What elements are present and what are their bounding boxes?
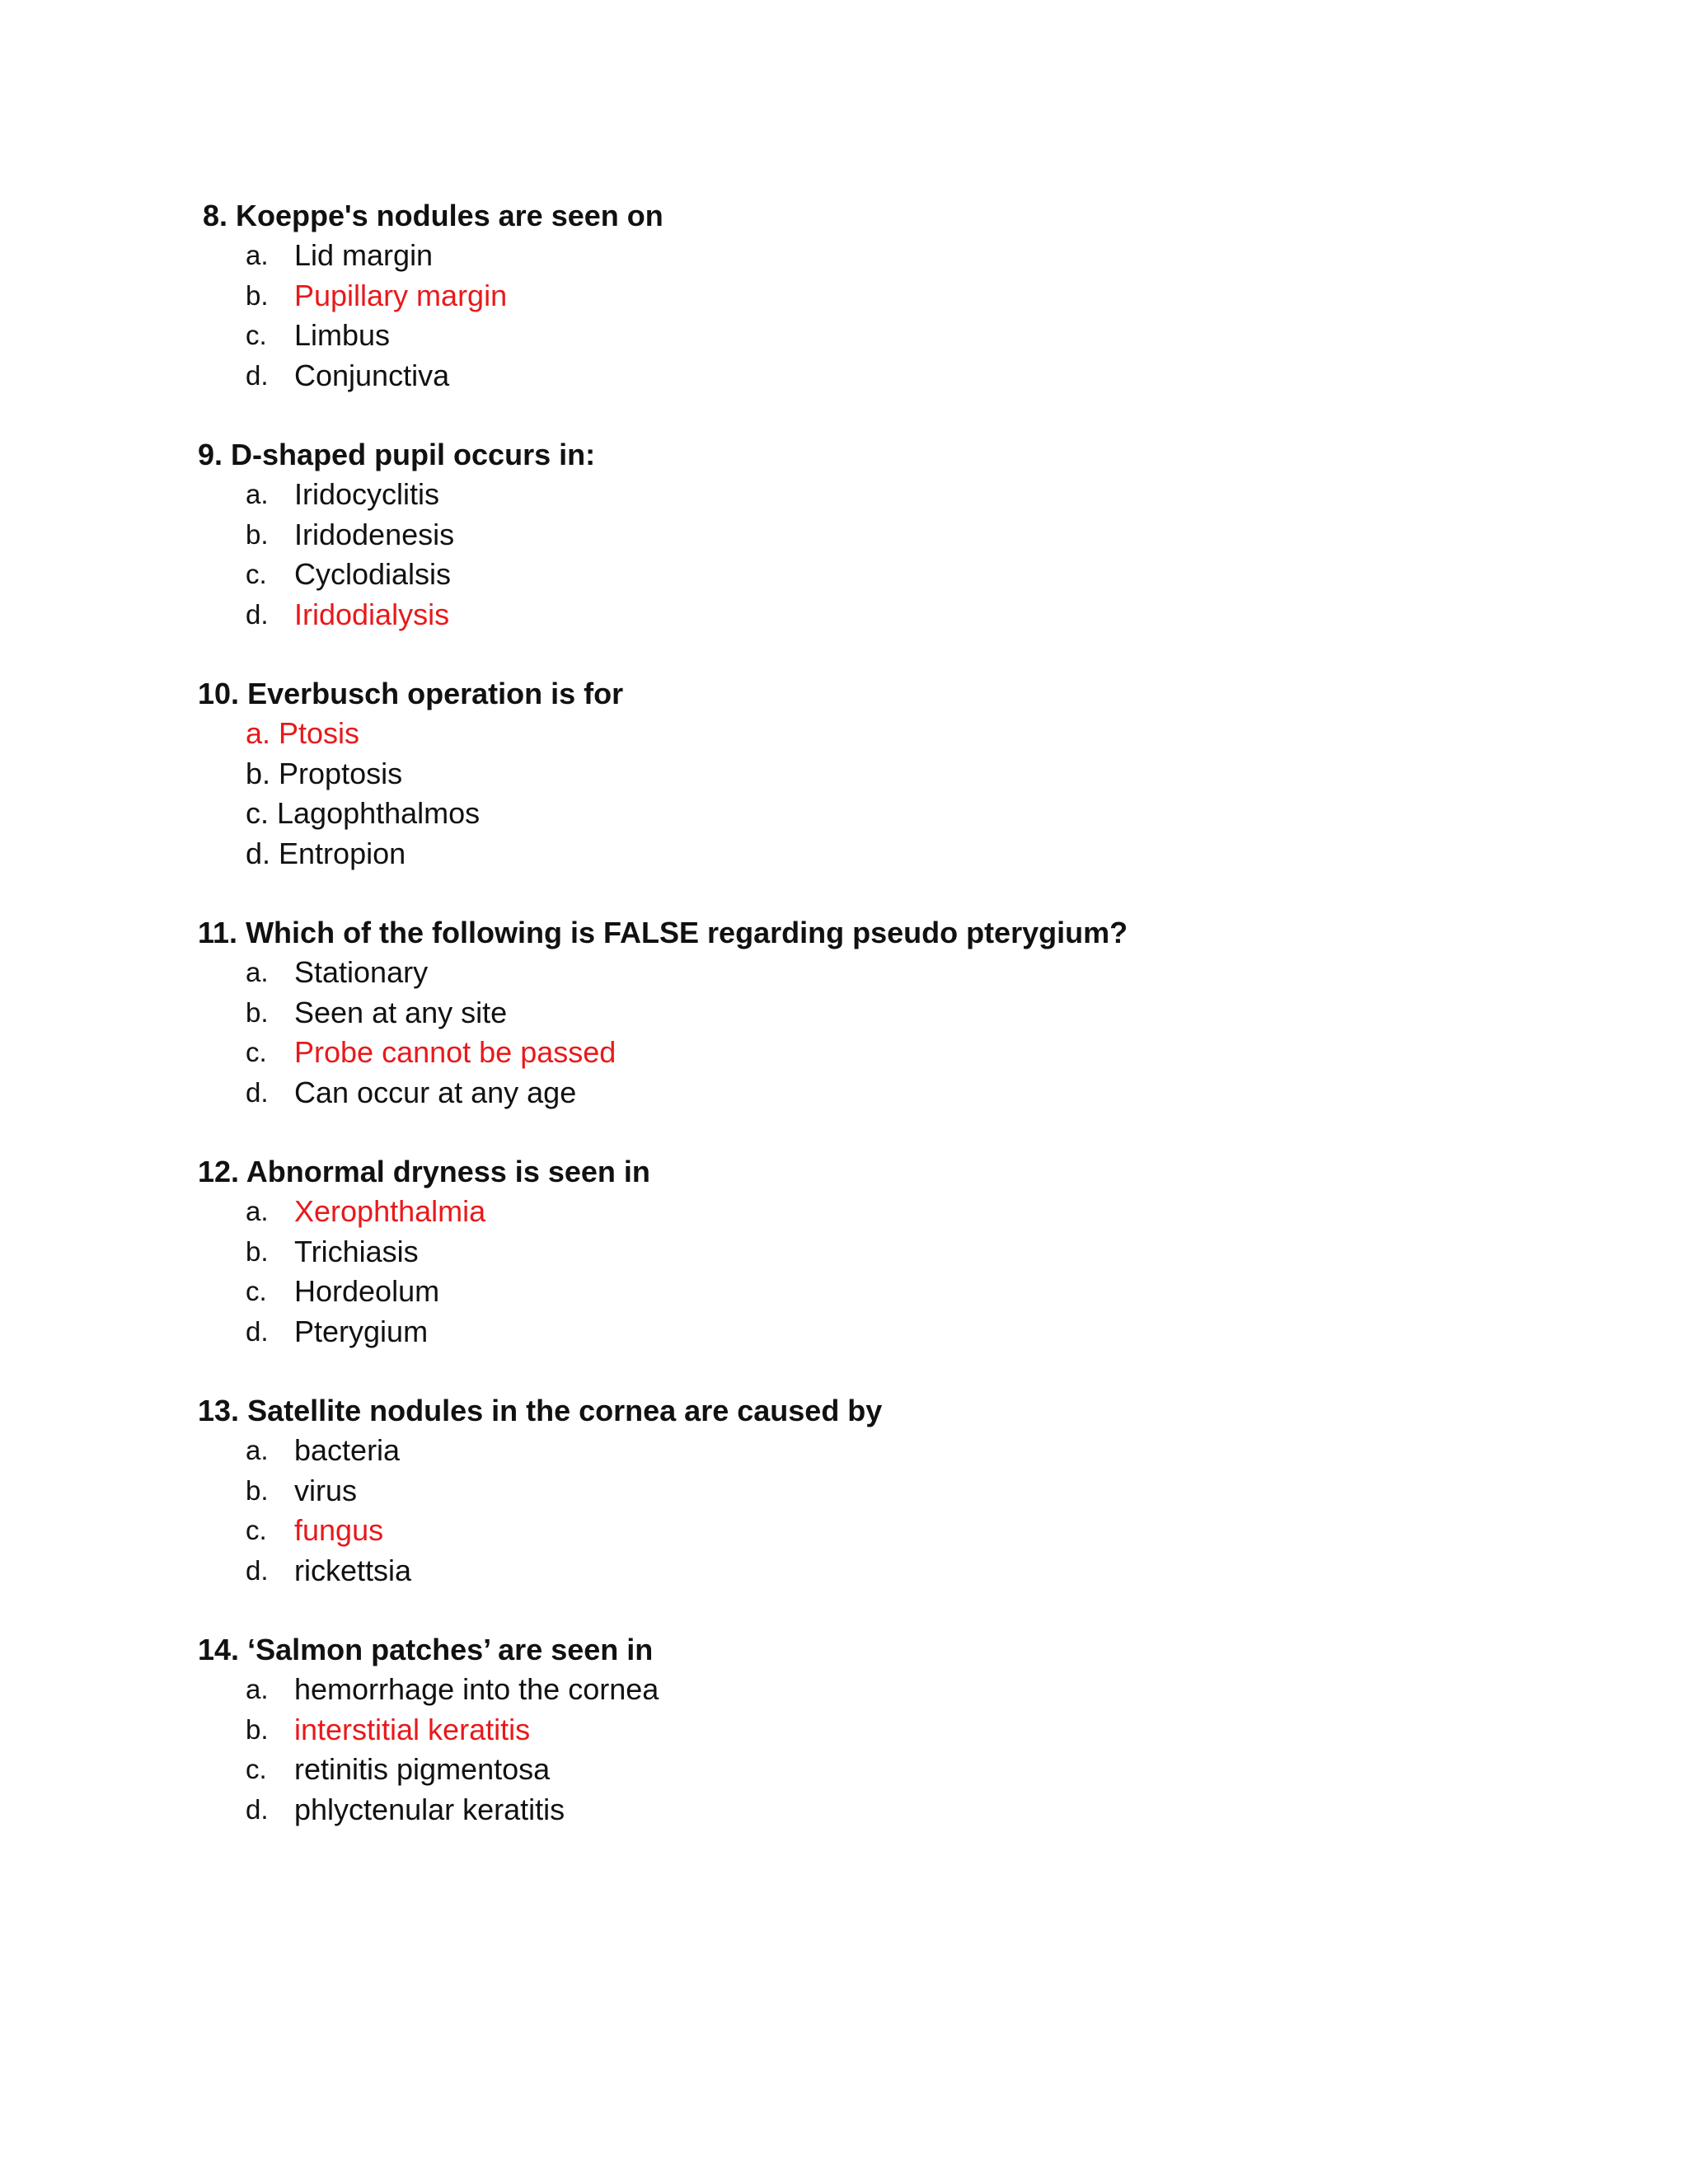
question-text: Which of the following is FALSE regarding pseudo pterygium? — [246, 916, 1128, 949]
option-a — [198, 236, 663, 276]
option-c — [198, 316, 663, 356]
question-text: Everbusch operation is for — [247, 677, 624, 710]
option-d — [198, 1312, 650, 1352]
option-a-correct — [198, 714, 623, 754]
option-a — [198, 1670, 659, 1710]
option-c — [198, 794, 623, 834]
option-list — [198, 953, 1128, 1113]
option-text: Hordeolum — [294, 1274, 440, 1308]
option-letter: d. — [246, 359, 269, 391]
option-list — [198, 475, 595, 635]
question-number: 12. — [198, 1155, 240, 1188]
question-10 — [198, 674, 623, 874]
option-text: Stationary — [294, 955, 429, 989]
question-11 — [198, 913, 1128, 1113]
question-title — [198, 1391, 882, 1431]
option-text: Limbus — [294, 318, 391, 352]
option-a — [198, 475, 595, 515]
option-c-correct — [198, 1511, 882, 1551]
option-d — [198, 1790, 653, 1830]
option-letter: a. — [246, 957, 269, 987]
option-text: Seen at any site — [294, 995, 508, 1029]
option-b-correct — [198, 1710, 653, 1750]
question-text: Abnormal dryness is seen in — [246, 1155, 650, 1188]
option-b — [198, 1471, 882, 1511]
option-letter: d. — [246, 1554, 269, 1586]
question-title — [198, 1630, 653, 1670]
question-text: Koeppe's nodules are seen on — [236, 199, 663, 232]
option-b — [198, 515, 595, 555]
question-8 — [203, 196, 663, 396]
option-letter: d. — [246, 1076, 269, 1108]
option-text: Iridodenesis — [294, 517, 455, 551]
option-text: Pupillary margin — [294, 278, 508, 312]
option-letter: d. — [246, 598, 269, 630]
option-letter: b. — [246, 996, 269, 1028]
option-letter: b. — [246, 1474, 269, 1506]
question-9 — [198, 435, 595, 635]
option-a — [198, 953, 1128, 993]
option-a-correct — [198, 1192, 650, 1232]
option-letter: a. — [246, 1674, 269, 1704]
option-text: d. Entropion — [246, 836, 406, 870]
option-a — [198, 1431, 882, 1471]
option-text: bacteria — [294, 1433, 401, 1467]
option-list — [198, 236, 663, 396]
option-letter: b. — [246, 1713, 269, 1745]
option-letter: d. — [246, 1793, 269, 1825]
option-text: c. Lagophthalmos — [246, 796, 481, 830]
option-text: hemorrhage into the cornea — [294, 1672, 659, 1706]
option-letter: b. — [246, 1235, 269, 1267]
option-d — [198, 1073, 1128, 1113]
option-text: interstitial keratitis — [294, 1712, 531, 1746]
option-d — [198, 834, 623, 874]
option-b — [198, 993, 1128, 1033]
option-text: rickettsia — [294, 1553, 412, 1587]
option-text: a. Ptosis — [246, 716, 360, 750]
question-title — [198, 913, 1128, 953]
option-c — [198, 555, 595, 595]
option-d-correct — [198, 595, 595, 635]
option-c — [198, 1750, 653, 1790]
option-text: Iridocyclitis — [294, 477, 440, 511]
question-title — [198, 435, 595, 475]
option-b — [198, 1232, 650, 1272]
question-13 — [198, 1391, 882, 1591]
option-list — [198, 1431, 882, 1591]
option-text: phlyctenular keratitis — [294, 1792, 565, 1826]
option-letter: d. — [246, 1315, 269, 1347]
option-text: Iridodialysis — [294, 597, 450, 631]
option-list — [198, 1192, 650, 1352]
option-letter: a. — [246, 1196, 269, 1226]
option-letter: c. — [246, 1037, 267, 1067]
option-d — [198, 356, 663, 396]
option-letter: c. — [246, 320, 267, 350]
option-text: Xerophthalmia — [294, 1194, 486, 1228]
option-list — [198, 1670, 659, 1830]
option-letter: c. — [246, 1515, 267, 1545]
option-text: Trichiasis — [294, 1234, 419, 1268]
option-letter: c. — [246, 1276, 267, 1306]
question-12 — [198, 1152, 650, 1352]
option-letter: b. — [246, 279, 269, 311]
question-title — [198, 1152, 650, 1192]
option-c — [198, 1272, 650, 1312]
option-text: Probe cannot be passed — [294, 1035, 617, 1069]
option-letter: b. — [246, 518, 269, 550]
option-text: Lid margin — [294, 238, 434, 272]
option-text: retinitis pigmentosa — [294, 1752, 551, 1786]
option-text: b. Proptosis — [246, 756, 403, 790]
option-c-correct — [198, 1033, 1128, 1073]
option-letter: c. — [246, 559, 267, 589]
question-number: 10. — [198, 677, 240, 710]
option-letter: a. — [246, 240, 269, 270]
question-number: 13. — [198, 1394, 240, 1427]
question-number: 9. — [198, 438, 223, 471]
question-number: 8. — [203, 199, 228, 232]
question-title — [198, 674, 623, 714]
option-text: fungus — [294, 1513, 384, 1547]
question-text: Satellite nodules in the cornea are caused by — [247, 1394, 883, 1427]
question-number: 14. — [198, 1633, 240, 1666]
option-text: Conjunctiva — [294, 358, 450, 392]
option-letter: a. — [246, 479, 269, 509]
question-14 — [198, 1630, 659, 1830]
question-text: D-shaped pupil occurs in: — [231, 438, 596, 471]
question-text: ‘Salmon patches’ are seen in — [247, 1633, 654, 1666]
option-text: Can occur at any age — [294, 1075, 577, 1109]
option-text: Cyclodialsis — [294, 557, 452, 591]
option-letter: c. — [246, 1754, 267, 1784]
option-b-correct — [198, 276, 663, 316]
option-b — [198, 754, 623, 794]
option-list — [198, 714, 623, 874]
option-letter: a. — [246, 1435, 269, 1465]
question-number: 11. — [198, 916, 238, 949]
question-title — [203, 196, 663, 236]
option-text: Pterygium — [294, 1314, 429, 1348]
option-d — [198, 1551, 882, 1591]
option-text: virus — [294, 1473, 358, 1507]
